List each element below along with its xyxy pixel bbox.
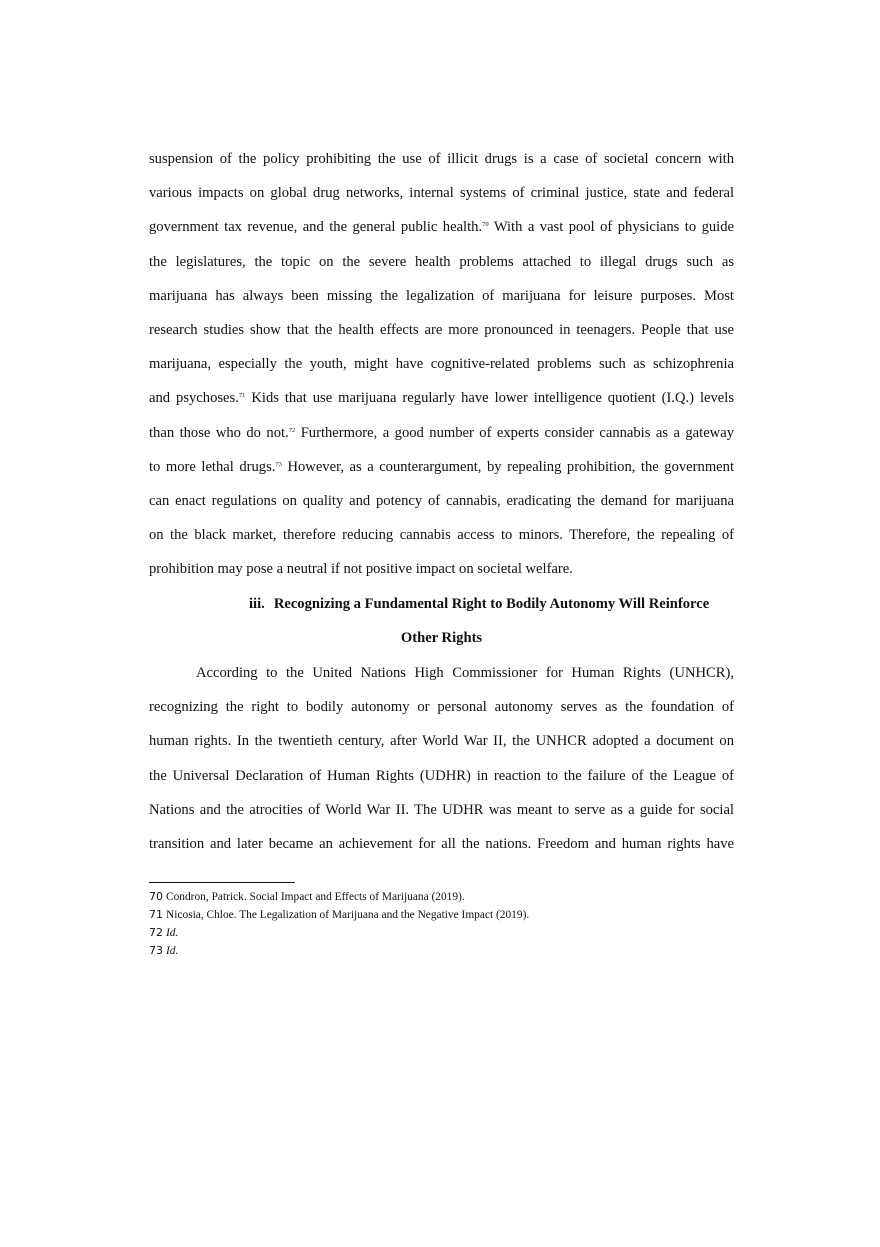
text-line: prohibition may pose a neutral if not positive impact on societal welfare.	[149, 561, 573, 578]
section-title-line-1: Recognizing a Fundamental Right to Bodily Autonomy Will Reinforce	[273, 596, 710, 612]
text-line: on the black market, therefore reducing cannabis access to minors. Therefore, the repealing of	[149, 527, 734, 544]
section-heading	[149, 587, 734, 621]
footnote-number: 71	[149, 908, 163, 921]
section-number: iii.	[249, 596, 265, 612]
body-paragraph-2	[149, 656, 734, 861]
text-fragment: to more lethal drugs.	[149, 458, 276, 475]
footnotes	[149, 888, 734, 960]
footnote-number: 70	[149, 890, 163, 903]
text-line: the legislatures, the topic on the severe health problems attached to illegal drugs such as	[149, 253, 734, 270]
text-line: transition and later became an achievement for all the nations. Freedom and human rights have	[149, 835, 734, 852]
footnote-text: Nicosia, Chloe. The Legalization of Marijuana and the Negative Impact (2019).	[166, 909, 530, 921]
text-fragment: Kids that use marijuana regularly have lower intelligence quotient (I.Q.) levels	[251, 390, 735, 407]
text-line: the Universal Declaration of Human Rights (UDHR) in reaction to the failure of the League of	[149, 767, 734, 784]
footnote-number: 73	[149, 944, 163, 957]
text-fragment: government tax revenue, and the general public health.	[149, 219, 483, 236]
text-fragment: However, as a counterargument, by repealing prohibition, the government	[287, 458, 734, 475]
footnote	[149, 924, 734, 942]
text-line: recognizing the right to bodily autonomy or personal autonomy serves as the foundation of	[149, 699, 734, 716]
text-fragment: Furthermore, a good number of experts consider cannabis as a gateway	[300, 424, 734, 441]
text-line: marijuana has always been missing the legalization of marijuana for leisure purposes. Most	[149, 287, 734, 304]
text-line	[149, 381, 734, 415]
footnote-text: Condron, Patrick. Social Impact and Effects of Marijuana (2019).	[166, 891, 465, 903]
text-line	[149, 416, 734, 450]
text-line: can enact regulations on quality and potency of cannabis, eradicating the demand for marijuana	[149, 492, 734, 509]
text-line: suspension of the policy prohibiting the use of illicit drugs is a case of societal concern with	[149, 151, 734, 167]
footnote	[149, 942, 734, 960]
text-line: various impacts on global drug networks, internal systems of criminal justice, state and federal	[149, 185, 734, 202]
footnote-ref[interactable]: 73	[275, 460, 282, 468]
text-line: human rights. In the twentieth century, after World War II, the UNHCR adopted a document on	[149, 733, 734, 750]
footnote	[149, 888, 734, 906]
text-line	[149, 210, 734, 244]
text-fragment: than those who do not.	[149, 424, 289, 441]
text-line: According to the United Nations High Commissioner for Human Rights (UNHCR),	[196, 665, 734, 681]
body-paragraph-1	[149, 142, 734, 586]
text-fragment: With a vast pool of physicians to guide	[493, 219, 735, 236]
section-title-line-2: Other Rights	[400, 630, 483, 646]
text-line: Nations and the atrocities of World War II. The UDHR was meant to serve as a guide for social	[149, 801, 734, 818]
text-line	[149, 450, 734, 484]
footnote-divider	[149, 882, 295, 883]
text-line: marijuana, especially the youth, might have cognitive-related problems such as schizophrenia	[149, 356, 734, 373]
footnote-number: 72	[149, 926, 163, 939]
footnote-text: Id.	[166, 945, 179, 957]
footnote-ref[interactable]: 72	[288, 426, 296, 434]
footnote-ref[interactable]: 70	[482, 221, 489, 229]
footnote-ref[interactable]: 71	[238, 392, 246, 400]
footnote-text: Id.	[166, 927, 179, 939]
footnote	[149, 906, 734, 924]
text-fragment: and psychoses.	[149, 390, 239, 407]
text-line: research studies show that the health effects are more pronounced in teenagers. People that use	[149, 321, 734, 338]
